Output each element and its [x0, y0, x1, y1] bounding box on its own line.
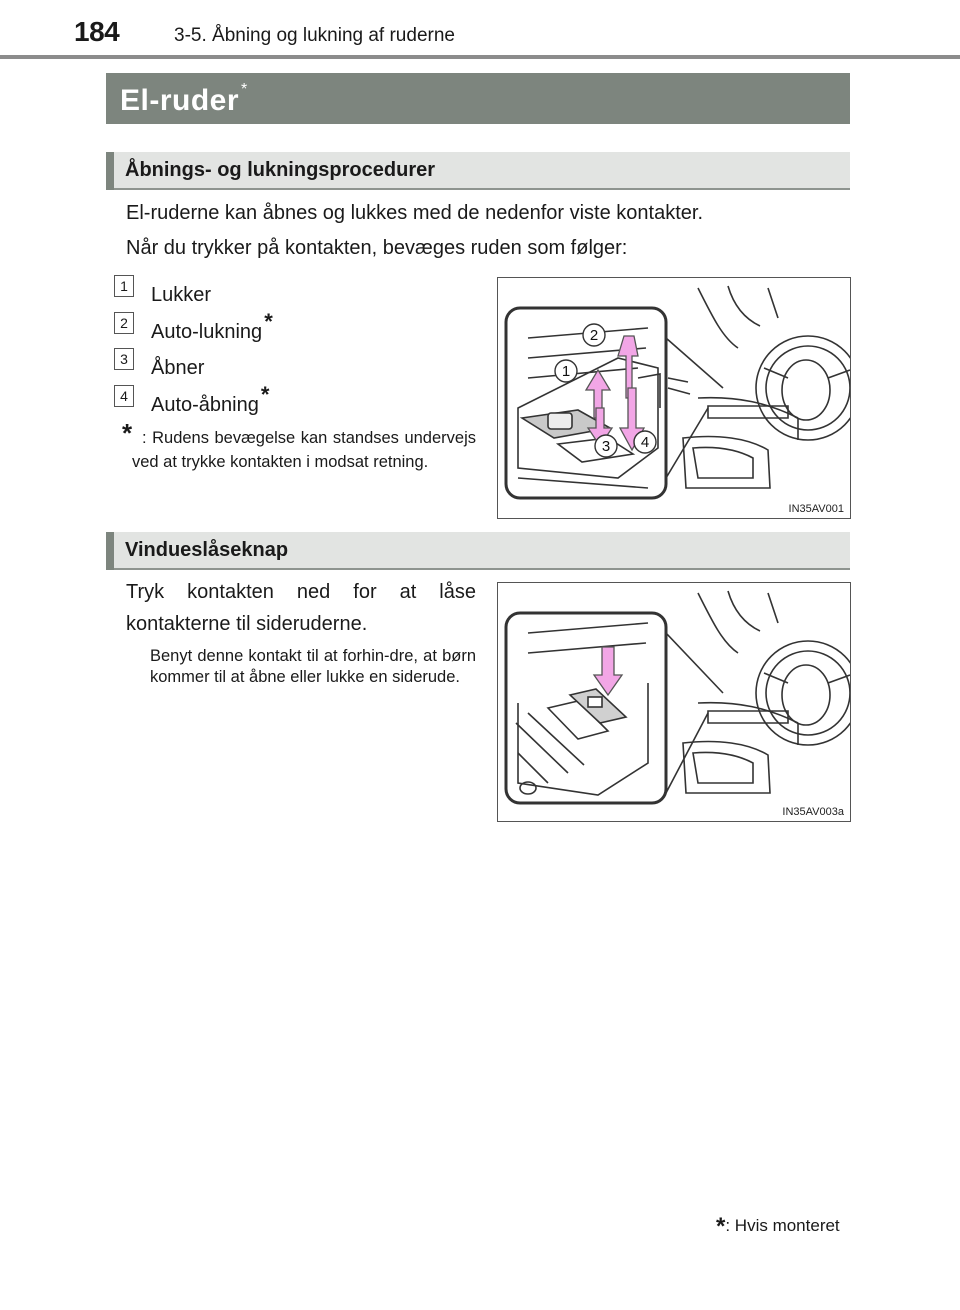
- number-badge: 3: [114, 348, 134, 370]
- number-badge: 4: [114, 385, 134, 407]
- section-title-lock: Vindueslåseknap: [125, 539, 289, 561]
- figure-code: IN35AV003a: [782, 806, 844, 818]
- footnote-star: *: [122, 418, 133, 448]
- list-item-label: Auto-åbning*: [151, 382, 270, 416]
- section-bar-procedures: [106, 152, 850, 190]
- lock-switch-illustration: [498, 583, 850, 821]
- number-badge: 2: [114, 312, 134, 334]
- callout-4: 4: [640, 434, 650, 451]
- chapter-title: 3-5. Åbning og lukning af ruderne: [174, 25, 455, 46]
- header-rule: [0, 55, 960, 59]
- figure-code: IN35AV001: [788, 503, 844, 515]
- footer-note: *: Hvis monteret: [716, 1213, 840, 1240]
- window-switch-illustration: [498, 278, 850, 518]
- intro-text: El-ruderne kan åbnes og lukkes med de nedenfor viste kontakter.: [126, 202, 704, 224]
- section-bar-lock: [106, 532, 850, 570]
- list-item-label: Lukker: [151, 284, 212, 306]
- lock-text: Tryk kontakten ned for at låse kontakterne til sideruderne.: [126, 581, 476, 635]
- main-title-text: El-ruder: [120, 84, 240, 117]
- list-item-label: Åbner: [151, 357, 205, 379]
- lock-note: Benyt denne kontakt til at forhin-dre, at børn kommer til at åbne eller lukke en siderude.: [150, 647, 476, 686]
- lead-text: Når du trykker på kontakten, bevæges ruden som følger:: [126, 237, 628, 259]
- footnote-text: : Rudens bevægelse kan standses undervejs ved at trykke kontakten i modsat retning.: [132, 429, 476, 471]
- main-title: [120, 81, 248, 118]
- callout-3: 3: [601, 438, 611, 455]
- section-title-procedures: Åbnings- og lukningsprocedurer: [125, 159, 436, 181]
- figure-window-switch: [497, 277, 851, 519]
- main-title-asterisk: *: [241, 81, 248, 98]
- callout-1: 1: [561, 363, 571, 380]
- list-item-label: Auto-lukning*: [151, 309, 273, 343]
- page-number: 184: [74, 16, 120, 47]
- number-badge: 1: [114, 275, 134, 297]
- callout-2: 2: [589, 327, 599, 344]
- main-title-bar: [106, 73, 850, 124]
- figure-lock-switch: [497, 582, 851, 822]
